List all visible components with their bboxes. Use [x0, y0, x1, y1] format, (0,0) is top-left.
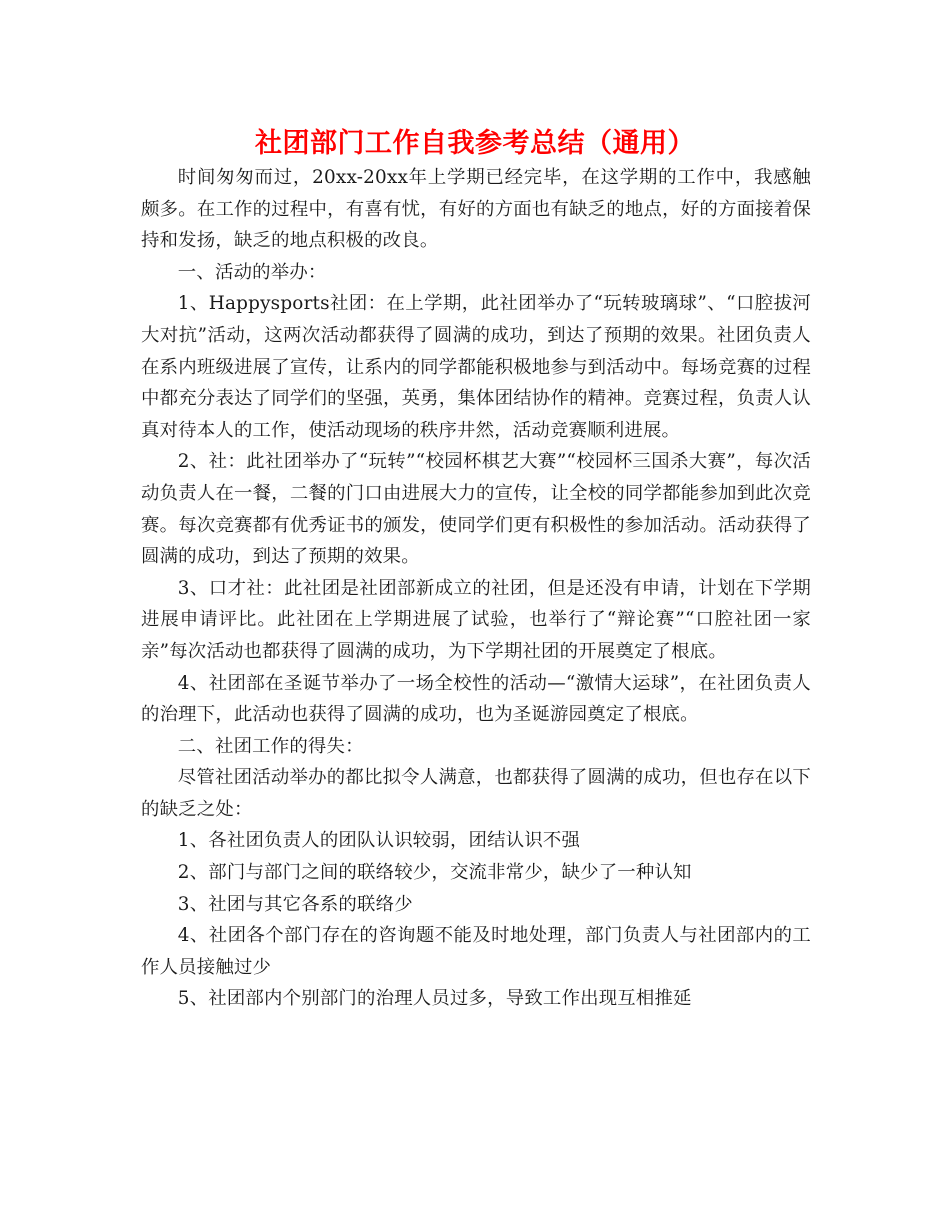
paragraph-shortcomings-intro: 尽管社团活动举办的都比拟令人满意，也都获得了圆满的成功，但也存在以下的缺乏之处：: [141, 767, 811, 820]
section-heading-activities: 一、活动的举办：: [177, 261, 327, 283]
list-item-shortcoming-1: 1、各社团负责人的团队认识较弱，团结认识不强: [177, 830, 581, 852]
paragraph-intro: 时间匆匆而过，20xx-20xx年上学期已经完毕，在这学期的工作中，我感触颇多。在工作的过程中，有喜有忧，有好的方面也有缺乏的地点，好的方面接着保持和发扬，缺乏的地点积极的改良。: [141, 167, 811, 252]
section-heading-gains-losses: 二、社团工作的得失：: [177, 735, 364, 757]
document-title: 社团部门工作自我参考总结（通用）: [255, 128, 695, 159]
list-item-shortcoming-3: 3、社团与其它各系的联络少: [177, 893, 413, 915]
paragraph-christmas-event: 4、社团部在圣诞节举办了一场全校性的活动—“激情大运球”，在社团负责人的治理下，此活动也获得了圆满的成功，也为圣诞游园奠定了根底。: [141, 672, 811, 726]
paragraph-eloquence-club: 3、口才社：此社团是社团部新成立的社团，但是还没有申请，计划在下学期进展申请评比。此社团在上学期进展了试验，也举行了“辩论赛”“口腔社团一家亲”每次活动也都获得了圆满的成功，为下学期社团的开展奠定了根底。: [141, 577, 811, 662]
paragraph-club-2: 2、社：此社团举办了“玩转”“校园杯棋艺大赛”“校园杯三国杀大赛”，每次活动负责人在一餐，二餐的门口由进展大力的宣传，让全校的同学都能参加到此次竞赛。每次竞赛都有优秀证书的颁发，使同学们更有积极性的参加活动。活动获得了圆满的成功，到达了预期的效果。: [141, 451, 811, 568]
paragraph-happysports: 1、Happysports社团：在上学期，此社团举办了“玩转玻璃球”、“口腔拔河大对抗”活动，这两次活动都获得了圆满的成功，到达了预期的效果。社团负责人在系内班级进展了宣传，让系内的同学都能积极地参与到活动中。每场竞赛的过程中都充分表达了同学们的坚强，英勇，集体团结协作的精神。竞赛过程，负责人认真对待本人的工作，使活动现场的秩序井然，活动竞赛顺利进展。: [141, 293, 811, 441]
document-body: [141, 162, 811, 1015]
list-item-shortcoming-2: 2、部门与部门之间的联络较少，交流非常少，缺少了一种认知: [177, 862, 692, 884]
list-item-shortcoming-4: 4、社团各个部门存在的咨询题不能及时地处理，部门负责人与社团部内的工作人员接触过少: [141, 925, 811, 978]
list-item-shortcoming-5: 5、社团部内个别部门的治理人员过多，导致工作出现互相推延: [177, 988, 692, 1010]
